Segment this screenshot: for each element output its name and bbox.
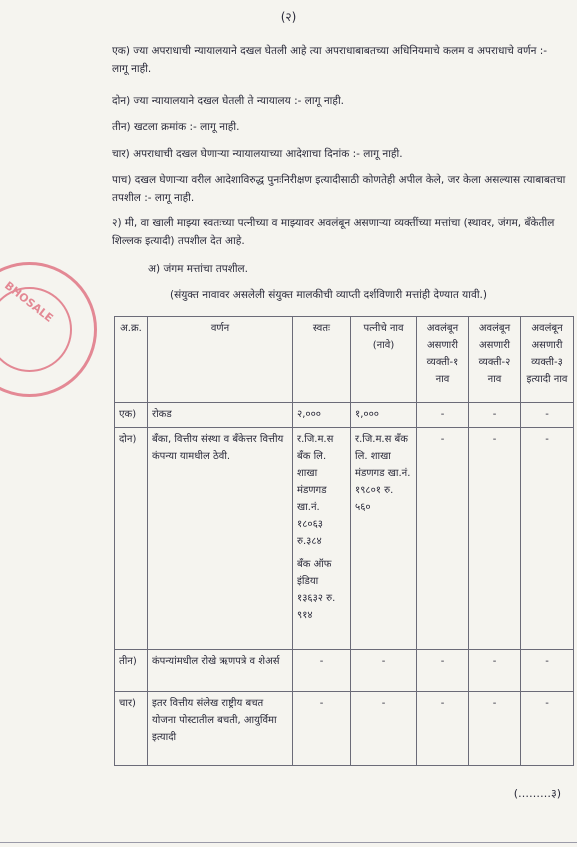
cell-dependent-2: - [469,692,521,766]
cell-description: कंपन्यांमधील रोखे ऋणपत्रे व शेअर्स [148,650,293,692]
cell-dependent-3: - [521,692,574,766]
para-offence-section: एक) ज्या अपराधाची न्यायालयाने दखल घेतली आहे त्या अपराधाबाबतच्या अधिनियमाचे कलम व अपराधाचे वर्णन :- लागू नाही. [112,45,548,75]
para-joint-ownership-note: (संयुक्त नावावर असलेली संयुक्त मालकीची व्याप्ती दर्शविणारी मत्तांही देण्यात यावी.) [170,289,487,301]
table-row [115,403,574,428]
header-description: वर्णन [148,317,293,403]
cell-self: - [293,692,351,766]
para-case-number: तीन) खटला क्रमांक :- लागू नाही. [112,121,240,133]
para-movable-assets-heading: अ) जंगम मत्तांचा तपशील. [148,263,249,275]
header-dependent-3: अवलंबून असणारी व्यक्ती-३ इत्यादी नाव [521,317,574,403]
header-self: स्वतः [293,317,351,403]
page-number: (२) [280,10,297,24]
cell-serial: एक) [115,403,148,428]
table-row [115,692,574,766]
para-asset-declaration: २) मी, वा खाली माझ्या स्वतःच्या पत्नीच्या व माझ्यावर अवलंबून असणाऱ्या व्यक्तींच्या मत्तांचा (स्थावर, जंगम, बँकेतील शिल्लक इत्यादी) तपशील देत आहे. [112,217,555,247]
header-serial: अ.क्र. [115,317,148,403]
cell-dependent-3: - [521,650,574,692]
cell-dependent-2: - [469,403,521,428]
cell-dependent-3: - [521,403,574,428]
cell-self: - [293,650,351,692]
cell-dependent-2: - [469,650,521,692]
cell-serial: दोन) [115,428,148,650]
cell-description: बँका, वित्तीय संस्था व बँकेत्तर वित्तीय कंपन्या यामधील ठेवी. [148,428,293,650]
table-header-row [115,317,574,403]
bank-account-1: र.जि.म.स बँक लि. शाखा मंडणगड खा.नं. १८०६३ रु.३८४ [297,434,334,547]
cell-dependent-2: - [469,428,521,650]
para-order-date: चार) अपराधाची दखल घेणाऱ्या न्यायालयाच्या आदेशाचा दिनांक :- लागू नाही. [112,148,403,160]
cell-dependent-1: - [417,428,469,650]
page-bottom-divider [0,842,577,843]
cell-wife: - [351,692,417,766]
cell-serial: चार) [115,692,148,766]
cell-dependent-1: - [417,692,469,766]
cell-dependent-1: - [417,650,469,692]
bank-account-2: बँक ऑफ इंडिया १३६३२ रु. ९१४ [297,559,336,621]
header-wife: पत्नीचे नाव (नावे) [351,317,417,403]
header-dependent-2: अवलंबून असणारी व्यक्ती-२ नाव [469,317,521,403]
cell-dependent-1: - [417,403,469,428]
para-appeal: पाच) दखल घेणाऱ्या वरील आदेशाविरुद्ध पुनःनिरीक्षण इत्यादीसाठी कोणतेही अपील केले, जर केला असल्यास त्याबाबतचा तपशील :- लागू नाही. [112,174,566,204]
continued-page-marker: (………३) [513,787,561,800]
official-stamp [0,262,97,397]
cell-self: २,००० [293,403,351,428]
stamp-text: BHOSALE [1,279,56,325]
cell-wife: र.जि.म.स बँक लि. शाखा मंडणगड खा.नं. १९८०१ रु. ५६० [351,428,417,650]
table-row [115,428,574,650]
cell-dependent-3: - [521,428,574,650]
cell-self [293,428,351,650]
para-court: दोन) ज्या न्यायालयाने दखल घेतली ते न्यायालय :- लागू नाही. [112,95,345,107]
movable-assets-table [114,316,574,766]
cell-description: रोकड [148,403,293,428]
table-row [115,650,574,692]
cell-wife: - [351,650,417,692]
cell-serial: तीन) [115,650,148,692]
cell-description: इतर वित्तीय संलेख राष्ट्रीय बचत योजना पोस्टातील बचती, आयुर्विमा इत्यादी [148,692,293,766]
cell-wife: १,००० [351,403,417,428]
header-dependent-1: अवलंबून असणारी व्यक्ती-१ नाव [417,317,469,403]
